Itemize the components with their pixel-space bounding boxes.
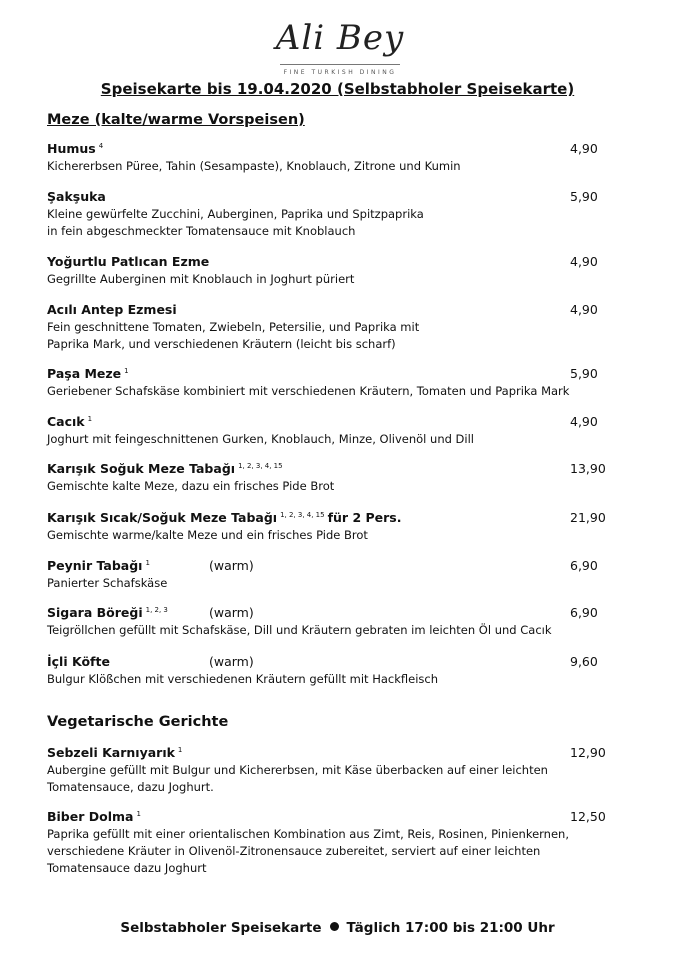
item-portion: für 2 Pers. bbox=[327, 510, 402, 525]
menu-item bbox=[47, 141, 637, 175]
item-note: (warm) bbox=[209, 654, 254, 669]
allergen-codes: 1 bbox=[87, 415, 93, 423]
footer-hours bbox=[0, 920, 675, 936]
menu-item bbox=[47, 745, 637, 796]
item-name: Karışık Soğuk Meze Tabağı $^{1, 2, 3, 4, 15}$ bbox=[47, 461, 283, 476]
item-price: 4,90 bbox=[570, 414, 598, 429]
item-description: verschiedene Kräuter in Olivenöl-Zitronensauce zubereitet, serviert auf einer leichten bbox=[47, 844, 541, 858]
item-name: Sigara Böreği $^{1, 2, 3}$ bbox=[47, 605, 168, 620]
item-name: Şakşuka bbox=[47, 189, 106, 204]
item-price: 4,90 bbox=[570, 254, 598, 269]
footer-opening-hours: Täglich 17:00 bis 21:00 Uhr bbox=[346, 920, 555, 936]
item-name: Acılı Antep Ezmesi bbox=[47, 302, 177, 317]
menu-item bbox=[47, 461, 637, 495]
item-description: Gemischte warme/kalte Meze und ein frisches Pide Brot bbox=[47, 528, 368, 542]
item-name: Karışık Sıcak/Soğuk Meze Tabağı $^{1, 2, 3, 4, 15}$ für 2 Pers. bbox=[47, 510, 402, 525]
allergen-codes: 1, 2, 3 bbox=[145, 606, 168, 614]
item-description: Fein geschnittene Tomaten, Zwiebeln, Petersilie, und Paprika mit bbox=[47, 320, 420, 334]
item-price: 13,90 bbox=[570, 461, 606, 476]
item-description: in fein abgeschmeckter Tomatensauce mit Knoblauch bbox=[47, 224, 356, 238]
item-name: Yoğurtlu Patlıcan Ezme bbox=[47, 254, 210, 269]
item-price: 12,90 bbox=[570, 745, 606, 760]
item-price: 5,90 bbox=[570, 189, 598, 204]
item-name: Paşa Meze $^1$ bbox=[47, 366, 129, 381]
menu-item bbox=[47, 366, 637, 400]
footer-label: Selbstabholer Speisekarte bbox=[120, 920, 322, 936]
item-name: Sebzeli Karnıyarık $^1$ bbox=[47, 745, 183, 760]
item-price: 21,90 bbox=[570, 510, 606, 525]
item-description: Paprika Mark, und verschiedenen Kräutern (leicht bis scharf) bbox=[47, 337, 396, 351]
item-name: Biber Dolma $^1$ bbox=[47, 809, 141, 824]
menu-item bbox=[47, 414, 637, 448]
item-price: 6,90 bbox=[570, 558, 598, 573]
page-title: Speisekarte bis 19.04.2020 (Selbstabholer Speisekarte) bbox=[100, 80, 575, 98]
item-price: 5,90 bbox=[570, 366, 598, 381]
allergen-codes: 1 bbox=[136, 810, 141, 818]
item-name: Cacık $^1$ bbox=[47, 414, 93, 429]
item-description: Bulgur Klößchen mit verschiedenen Kräutern gefüllt mit Hackfleisch bbox=[47, 672, 438, 686]
item-price: 4,90 bbox=[570, 141, 598, 156]
item-description: Tomatensauce, dazu Joghurt. bbox=[47, 780, 214, 794]
section-title-meze: Meze (kalte/warme Vorspeisen) bbox=[47, 112, 305, 128]
item-price: 12,50 bbox=[570, 809, 606, 824]
menu-item bbox=[47, 302, 637, 353]
item-description: Joghurt mit feingeschnittenen Gurken, Knoblauch, Minze, Olivenöl und Dill bbox=[47, 432, 474, 446]
menu-item bbox=[47, 605, 637, 639]
item-description: Paprika gefüllt mit einer orientalischen Kombination aus Zimt, Reis, Rosinen, Pinienkernen, bbox=[47, 827, 569, 841]
item-description: Kleine gewürfelte Zucchini, Auberginen, Paprika und Spitzpaprika bbox=[47, 207, 424, 221]
restaurant-logo bbox=[270, 18, 410, 76]
menu-item bbox=[47, 809, 637, 877]
item-name: Humus $^4$ bbox=[47, 141, 104, 156]
item-description: Gegrillte Auberginen mit Knoblauch in Joghurt püriert bbox=[47, 272, 355, 286]
item-price: 4,90 bbox=[570, 302, 598, 317]
menu-item bbox=[47, 254, 637, 288]
item-note: (warm) bbox=[209, 605, 254, 620]
allergen-codes: 1, 2, 3, 4, 15 bbox=[280, 511, 325, 519]
section-title-vegetarian: Vegetarische Gerichte bbox=[47, 714, 229, 730]
allergen-codes: 4 bbox=[98, 142, 104, 150]
item-description: Panierter Schafskäse bbox=[47, 576, 168, 590]
logo-divider bbox=[280, 64, 400, 65]
item-price: 9,60 bbox=[570, 654, 598, 669]
menu-item bbox=[47, 558, 637, 592]
item-description: Teigröllchen gefüllt mit Schafskäse, Dill und Kräutern gebraten im leichten Öl und Cacık bbox=[47, 623, 552, 637]
allergen-codes: 1, 2, 3, 4, 15 bbox=[238, 462, 283, 470]
item-description: Kichererbsen Püree, Tahin (Sesampaste), Knoblauch, Zitrone und Kumin bbox=[47, 159, 461, 173]
item-note: (warm) bbox=[209, 558, 254, 573]
allergen-codes: 1 bbox=[177, 746, 183, 754]
allergen-codes: 1 bbox=[145, 559, 150, 567]
logo-subtitle: FINE TURKISH DINING bbox=[283, 69, 397, 76]
item-description: Gemischte kalte Meze, dazu ein frisches Pide Brot bbox=[47, 479, 335, 493]
menu-item bbox=[47, 510, 637, 544]
menu-item bbox=[47, 189, 637, 240]
item-name: İçli Köfte bbox=[47, 654, 110, 669]
item-name: Peynir Tabağı $^1$ bbox=[47, 558, 150, 573]
item-price: 6,90 bbox=[570, 605, 598, 620]
item-description: Aubergine gefüllt mit Bulgur und Kichererbsen, mit Käse überbacken auf einer leichten bbox=[47, 763, 548, 777]
logo-script-text: Ali Bey bbox=[275, 18, 405, 58]
allergen-codes: 1 bbox=[124, 367, 129, 375]
bullet-icon bbox=[330, 922, 339, 931]
item-description: Tomatensauce dazu Joghurt bbox=[47, 861, 207, 875]
item-description: Geriebener Schafskäse kombiniert mit verschiedenen Kräutern, Tomaten und Paprika Mark bbox=[47, 384, 570, 398]
menu-item bbox=[47, 654, 637, 688]
